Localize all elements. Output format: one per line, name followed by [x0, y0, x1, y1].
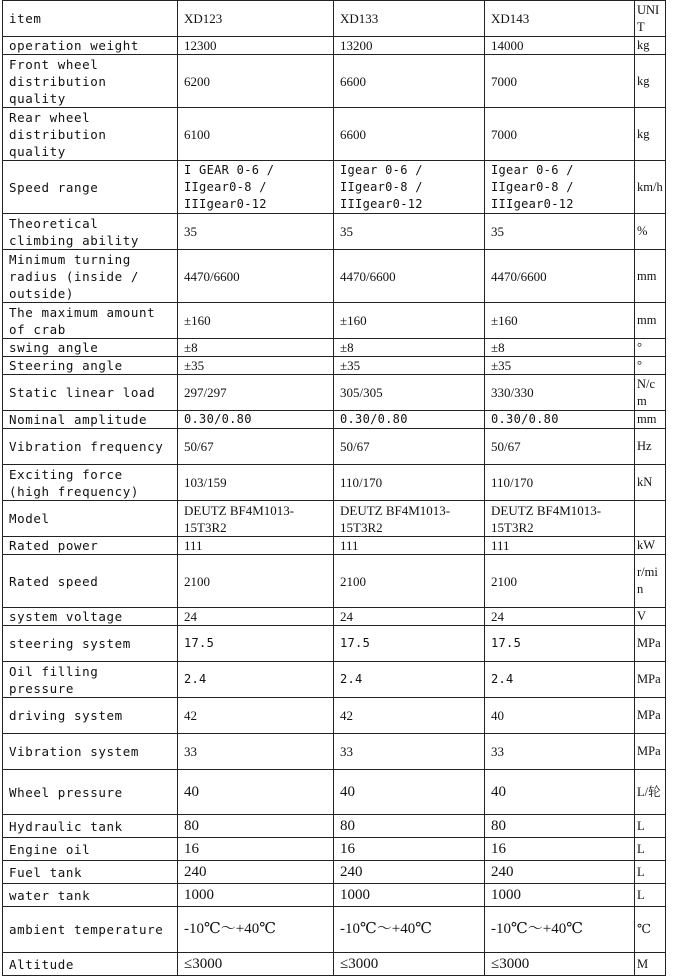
- value-xd123: 4470/6600: [178, 250, 334, 303]
- value-xd133: DEUTZ BF4M1013-15T3R2: [334, 501, 485, 537]
- row-label: driving system: [3, 698, 178, 734]
- table-row: [3, 411, 666, 429]
- value-xd133: 4470/6600: [334, 250, 485, 303]
- value-xd133: 80: [334, 815, 485, 838]
- unit-cell: Hz: [635, 429, 666, 465]
- value-xd133: 33: [334, 734, 485, 770]
- unit-cell: ℃: [635, 907, 666, 953]
- row-label: Theoretical climbing ability: [3, 214, 178, 250]
- table-row: [3, 55, 666, 108]
- value-xd123: 40: [178, 770, 334, 815]
- value-xd123: 42: [178, 698, 334, 734]
- row-label: swing angle: [3, 339, 178, 357]
- row-label: steering system: [3, 626, 178, 662]
- table-row: [3, 698, 666, 734]
- header-item: item: [3, 1, 178, 37]
- value-xd143: 7000: [485, 108, 635, 161]
- value-xd143: 111: [485, 537, 635, 555]
- table-row: [3, 357, 666, 375]
- value-xd123: DEUTZ BF4M1013-15T3R2: [178, 501, 334, 537]
- table-row: [3, 555, 666, 608]
- table-row: [3, 626, 666, 662]
- row-label: Vibration system: [3, 734, 178, 770]
- value-xd143: 1000: [485, 884, 635, 907]
- unit-cell: mm: [635, 411, 666, 429]
- value-xd143: ±35: [485, 357, 635, 375]
- row-label: water tank: [3, 884, 178, 907]
- value-xd133: 13200: [334, 37, 485, 55]
- value-xd133: 24: [334, 608, 485, 626]
- header-model-xd143: XD143: [485, 1, 635, 37]
- value-xd143: 7000: [485, 55, 635, 108]
- table-row: [3, 838, 666, 861]
- table-row: [3, 537, 666, 555]
- unit-cell: L: [635, 815, 666, 838]
- value-xd143: ±8: [485, 339, 635, 357]
- unit-cell: MPa: [635, 734, 666, 770]
- table-row: [3, 375, 666, 411]
- value-xd143: 35: [485, 214, 635, 250]
- unit-cell: kg: [635, 37, 666, 55]
- value-xd133: -10℃～+40℃: [334, 907, 485, 953]
- value-xd123: 35: [178, 214, 334, 250]
- value-xd133: ±8: [334, 339, 485, 357]
- table-row: [3, 465, 666, 501]
- unit-cell: M: [635, 953, 666, 976]
- value-xd123: 50/67: [178, 429, 334, 465]
- row-label: Nominal amplitude: [3, 411, 178, 429]
- value-xd123: 16: [178, 838, 334, 861]
- value-xd123: 0.30/0.80: [178, 411, 334, 429]
- value-xd123: 297/297: [178, 375, 334, 411]
- value-xd133: 305/305: [334, 375, 485, 411]
- value-xd143: 2100: [485, 555, 635, 608]
- unit-cell: °: [635, 357, 666, 375]
- value-xd143: 4470/6600: [485, 250, 635, 303]
- value-xd123: 24: [178, 608, 334, 626]
- value-xd143: 16: [485, 838, 635, 861]
- table-row: [3, 37, 666, 55]
- value-xd133: 50/67: [334, 429, 485, 465]
- row-label: system voltage: [3, 608, 178, 626]
- unit-cell: MPa: [635, 662, 666, 698]
- table-row: [3, 250, 666, 303]
- value-xd133: 0.30/0.80: [334, 411, 485, 429]
- value-xd133: 111: [334, 537, 485, 555]
- unit-cell: r/min: [635, 555, 666, 608]
- value-xd143: 240: [485, 861, 635, 884]
- value-xd123: ±160: [178, 303, 334, 339]
- unit-cell: °: [635, 339, 666, 357]
- row-label: ambient temperature: [3, 907, 178, 953]
- table-row: [3, 815, 666, 838]
- unit-cell: km/h: [635, 161, 666, 214]
- value-xd123: ≤3000: [178, 953, 334, 976]
- value-xd143: Igear 0-6 / IIgear0-8 / IIIgear0-12: [485, 161, 635, 214]
- unit-cell: MPa: [635, 626, 666, 662]
- value-xd133: 6600: [334, 55, 485, 108]
- table-row: [3, 108, 666, 161]
- unit-cell: kN: [635, 465, 666, 501]
- value-xd133: 35: [334, 214, 485, 250]
- row-label: Exciting force (high frequency): [3, 465, 178, 501]
- value-xd123: 2100: [178, 555, 334, 608]
- value-xd123: ±8: [178, 339, 334, 357]
- unit-cell: mm: [635, 250, 666, 303]
- value-xd143: 110/170: [485, 465, 635, 501]
- value-xd133: ≤3000: [334, 953, 485, 976]
- value-xd123: 80: [178, 815, 334, 838]
- spec-table: [2, 0, 666, 976]
- value-xd143: 80: [485, 815, 635, 838]
- row-label: The maximum amount of crab: [3, 303, 178, 339]
- value-xd123: 6200: [178, 55, 334, 108]
- value-xd143: DEUTZ BF4M1013-15T3R2: [485, 501, 635, 537]
- table-row: [3, 861, 666, 884]
- unit-cell: L: [635, 861, 666, 884]
- unit-cell: [635, 501, 666, 537]
- value-xd143: -10℃～+40℃: [485, 907, 635, 953]
- value-xd123: 2.4: [178, 662, 334, 698]
- value-xd133: 16: [334, 838, 485, 861]
- value-xd123: 111: [178, 537, 334, 555]
- row-label: Rated power: [3, 537, 178, 555]
- row-label: Front wheel distribution quality: [3, 55, 178, 108]
- unit-cell: kg: [635, 55, 666, 108]
- unit-cell: L: [635, 838, 666, 861]
- header-model-xd133: XD133: [334, 1, 485, 37]
- row-label: Static linear load: [3, 375, 178, 411]
- table-row: [3, 770, 666, 815]
- value-xd133: 2.4: [334, 662, 485, 698]
- value-xd123: 17.5: [178, 626, 334, 662]
- value-xd123: 240: [178, 861, 334, 884]
- value-xd123: 103/159: [178, 465, 334, 501]
- value-xd143: 2.4: [485, 662, 635, 698]
- value-xd143: 40: [485, 770, 635, 815]
- row-label: Model: [3, 501, 178, 537]
- value-xd133: ±160: [334, 303, 485, 339]
- value-xd123: 6100: [178, 108, 334, 161]
- table-row: [3, 662, 666, 698]
- table-row: [3, 161, 666, 214]
- value-xd143: 14000: [485, 37, 635, 55]
- value-xd123: ±35: [178, 357, 334, 375]
- row-label: Hydraulic tank: [3, 815, 178, 838]
- row-label: operation weight: [3, 37, 178, 55]
- row-label: Minimum turning radius (inside / outside): [3, 250, 178, 303]
- value-xd123: -10℃～+40℃: [178, 907, 334, 953]
- value-xd123: 12300: [178, 37, 334, 55]
- value-xd123: I GEAR 0-6 / IIgear0-8 / IIIgear0-12: [178, 161, 334, 214]
- unit-cell: mm: [635, 303, 666, 339]
- table-row: [3, 907, 666, 953]
- table-row: [3, 734, 666, 770]
- header-row: [3, 1, 666, 37]
- value-xd143: 330/330: [485, 375, 635, 411]
- table-row: [3, 303, 666, 339]
- unit-cell: L/轮: [635, 770, 666, 815]
- value-xd123: 1000: [178, 884, 334, 907]
- value-xd133: Igear 0-6 / IIgear0-8 / IIIgear0-12: [334, 161, 485, 214]
- row-label: Wheel pressure: [3, 770, 178, 815]
- row-label: Speed range: [3, 161, 178, 214]
- header-unit: UNIT: [635, 1, 666, 37]
- value-xd133: 17.5: [334, 626, 485, 662]
- unit-cell: L: [635, 884, 666, 907]
- unit-cell: kW: [635, 537, 666, 555]
- row-label: Steering angle: [3, 357, 178, 375]
- table-row: [3, 214, 666, 250]
- value-xd133: 6600: [334, 108, 485, 161]
- table-row: [3, 429, 666, 465]
- table-row: [3, 339, 666, 357]
- row-label: Oil filling pressure: [3, 662, 178, 698]
- value-xd133: 1000: [334, 884, 485, 907]
- unit-cell: %: [635, 214, 666, 250]
- value-xd143: 33: [485, 734, 635, 770]
- table-row: [3, 501, 666, 537]
- value-xd143: 24: [485, 608, 635, 626]
- value-xd133: ±35: [334, 357, 485, 375]
- table-row: [3, 953, 666, 976]
- header-model-xd123: XD123: [178, 1, 334, 37]
- value-xd133: 2100: [334, 555, 485, 608]
- value-xd133: 240: [334, 861, 485, 884]
- unit-cell: kg: [635, 108, 666, 161]
- row-label: Altitude: [3, 953, 178, 976]
- value-xd123: 33: [178, 734, 334, 770]
- value-xd133: 110/170: [334, 465, 485, 501]
- unit-cell: MPa: [635, 698, 666, 734]
- value-xd143: 0.30/0.80: [485, 411, 635, 429]
- unit-cell: V: [635, 608, 666, 626]
- value-xd143: 40: [485, 698, 635, 734]
- value-xd143: ±160: [485, 303, 635, 339]
- value-xd133: 42: [334, 698, 485, 734]
- unit-cell: N/cm: [635, 375, 666, 411]
- row-label: Engine oil: [3, 838, 178, 861]
- row-label: Rated speed: [3, 555, 178, 608]
- value-xd143: 50/67: [485, 429, 635, 465]
- value-xd143: ≤3000: [485, 953, 635, 976]
- row-label: Vibration frequency: [3, 429, 178, 465]
- row-label: Rear wheel distribution quality: [3, 108, 178, 161]
- table-row: [3, 884, 666, 907]
- value-xd133: 40: [334, 770, 485, 815]
- table-row: [3, 608, 666, 626]
- value-xd143: 17.5: [485, 626, 635, 662]
- row-label: Fuel tank: [3, 861, 178, 884]
